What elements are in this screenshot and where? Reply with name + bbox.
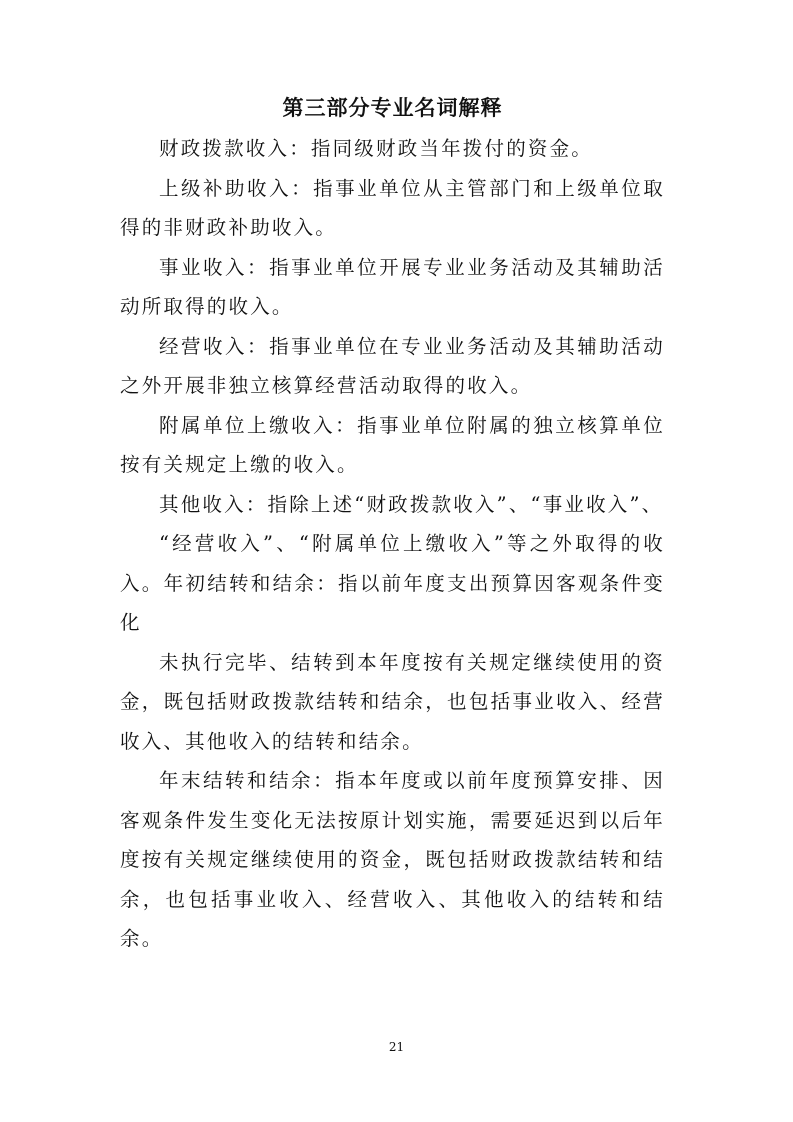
paragraph-other-income-continued: “经营收入”、“附属单位上缴收入”等之外取得的收入。年初结转和结余：指以前年度支出预算因客观条件变化 xyxy=(120,532,665,634)
paragraph-superior-subsidy-income: 上级补助收入：指事业单位从主管部门和上级单位取得的非财政补助收入。 xyxy=(120,176,665,239)
paragraph-other-income: 其他收入：指除上述“财政拨款收入”、“事业收入”、 xyxy=(159,492,664,516)
document-page xyxy=(120,92,665,959)
paragraph-carryover-continued: 未执行完毕、结转到本年度按有关规定继续使用的资金，既包括财政拨款结转和结余，也包括事业收入、经营收入、其他收入的结转和结余。 xyxy=(120,650,665,753)
paragraph-subsidiary-remittance-income: 附属单位上缴收入：指事业单位附属的独立核算单位按有关规定上缴的收入。 xyxy=(120,413,665,476)
paragraph-fiscal-appropriation-income: 财政拨款收入：指同级财政当年拨付的资金。 xyxy=(159,137,594,160)
paragraph-operating-income: 经营收入：指事业单位在专业业务活动及其辅助活动之外开展非独立核算经营活动取得的收入。 xyxy=(120,334,665,397)
paragraph-year-end-carryover: 年末结转和结余：指本年度或以前年度预算安排、因客观条件发生变化无法按原计划实施，需要延迟到以后年度按有关规定继续使用的资金，既包括财政拨款结转和结余，也包括事业收入、经营收入、其他收入的结转和结余。 xyxy=(120,769,665,950)
section-title: 第三部分专业名词解释 xyxy=(282,96,503,120)
paragraph-business-income: 事业收入：指事业单位开展专业业务活动及其辅助活动所取得的收入。 xyxy=(120,255,665,318)
page-number: 21 xyxy=(388,1040,405,1054)
